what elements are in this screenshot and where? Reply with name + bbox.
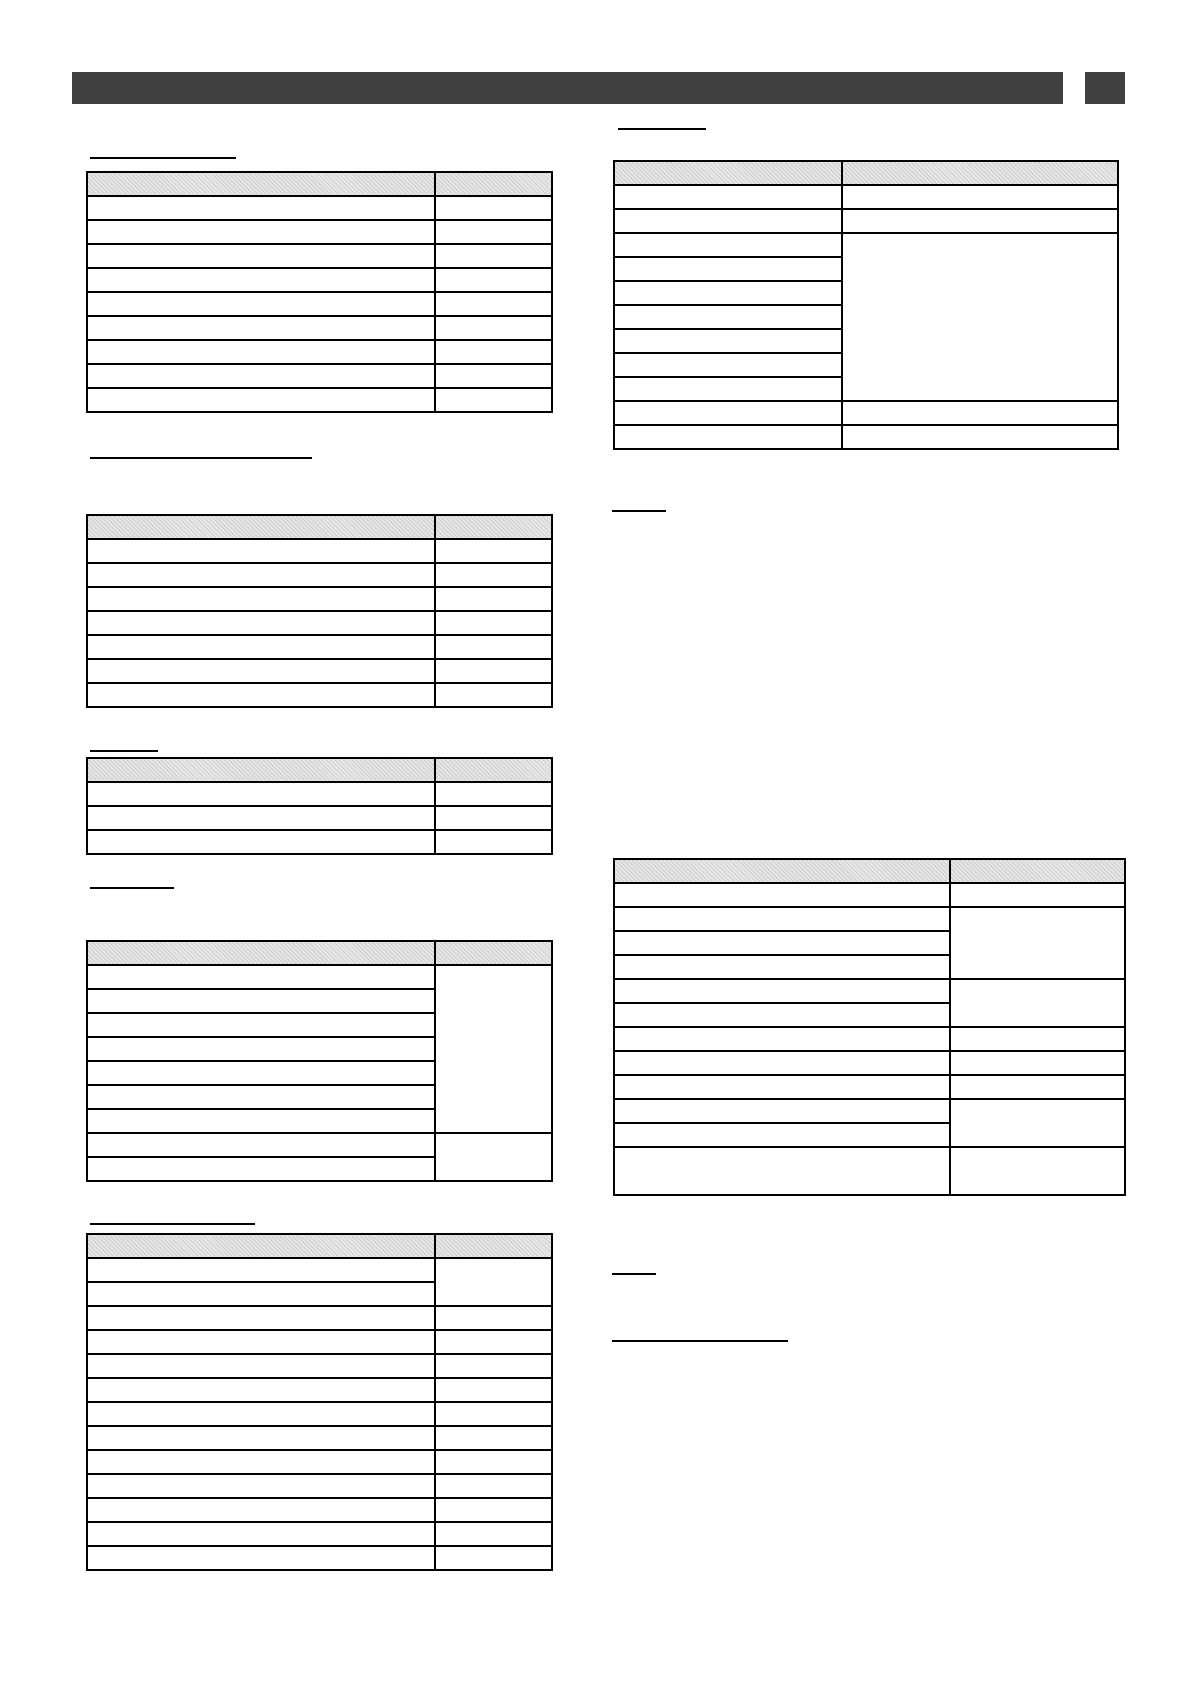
table-row [614, 1075, 1125, 1099]
table-row [87, 1306, 552, 1330]
table-row [87, 1546, 552, 1570]
table-row [87, 965, 552, 989]
section-heading-5 [90, 1223, 255, 1225]
table-row [87, 364, 552, 388]
spec-table-4 [86, 940, 553, 1182]
table-row [87, 244, 552, 268]
table-row [87, 1474, 552, 1498]
table-header-row [87, 758, 552, 782]
table-header-row [614, 859, 1125, 883]
table-row [87, 220, 552, 244]
table-row [614, 1099, 1125, 1123]
table-header-row [614, 161, 1118, 185]
table-row [614, 1051, 1125, 1075]
table-row [614, 425, 1118, 449]
section-heading-3 [90, 750, 158, 752]
table-row [87, 1522, 552, 1546]
section-heading-2 [90, 457, 312, 459]
spec-table-1 [86, 171, 553, 413]
spec-table-3 [86, 757, 553, 855]
table-row [87, 1330, 552, 1354]
section-heading-9 [612, 1340, 788, 1342]
table-row [87, 316, 552, 340]
table-row [87, 635, 552, 659]
table-row [614, 979, 1125, 1003]
page-number-box [1085, 72, 1125, 104]
table-row [87, 268, 552, 292]
table-header-row [87, 1234, 552, 1258]
table-row [87, 1354, 552, 1378]
table-row [87, 1450, 552, 1474]
table-row [87, 1426, 552, 1450]
table-row [87, 539, 552, 563]
spec-table-5 [86, 1233, 553, 1571]
table-row [614, 1027, 1125, 1051]
spec-table-6 [613, 160, 1119, 450]
table-row [614, 233, 1118, 257]
table-row [614, 907, 1125, 931]
section-heading-6 [618, 128, 706, 130]
section-heading-8 [612, 1273, 656, 1275]
table-header-row [87, 515, 552, 539]
table-row [87, 1498, 552, 1522]
table-row [87, 388, 552, 412]
section-heading-4 [90, 887, 174, 889]
table-row [87, 292, 552, 316]
table-row [87, 196, 552, 220]
table-row [87, 1258, 552, 1282]
spec-table-2 [86, 514, 553, 708]
table-row [87, 683, 552, 707]
table-row [87, 1133, 552, 1157]
table-row [87, 1402, 552, 1426]
table-row [87, 659, 552, 683]
table-row [87, 587, 552, 611]
table-row [87, 563, 552, 587]
table-row [87, 1378, 552, 1402]
table-row [614, 1147, 1125, 1195]
table-row [614, 209, 1118, 233]
table-row [87, 806, 552, 830]
table-row [87, 830, 552, 854]
section-heading-7 [612, 510, 666, 512]
table-row [87, 782, 552, 806]
table-header-row [87, 941, 552, 965]
table-row [614, 883, 1125, 907]
table-header-row [87, 172, 552, 196]
table-row [614, 185, 1118, 209]
table-row [87, 611, 552, 635]
section-heading-1 [90, 157, 236, 159]
table-row [614, 401, 1118, 425]
page-header-bar [72, 72, 1063, 104]
table-row [87, 340, 552, 364]
spec-table-7 [613, 858, 1126, 1196]
